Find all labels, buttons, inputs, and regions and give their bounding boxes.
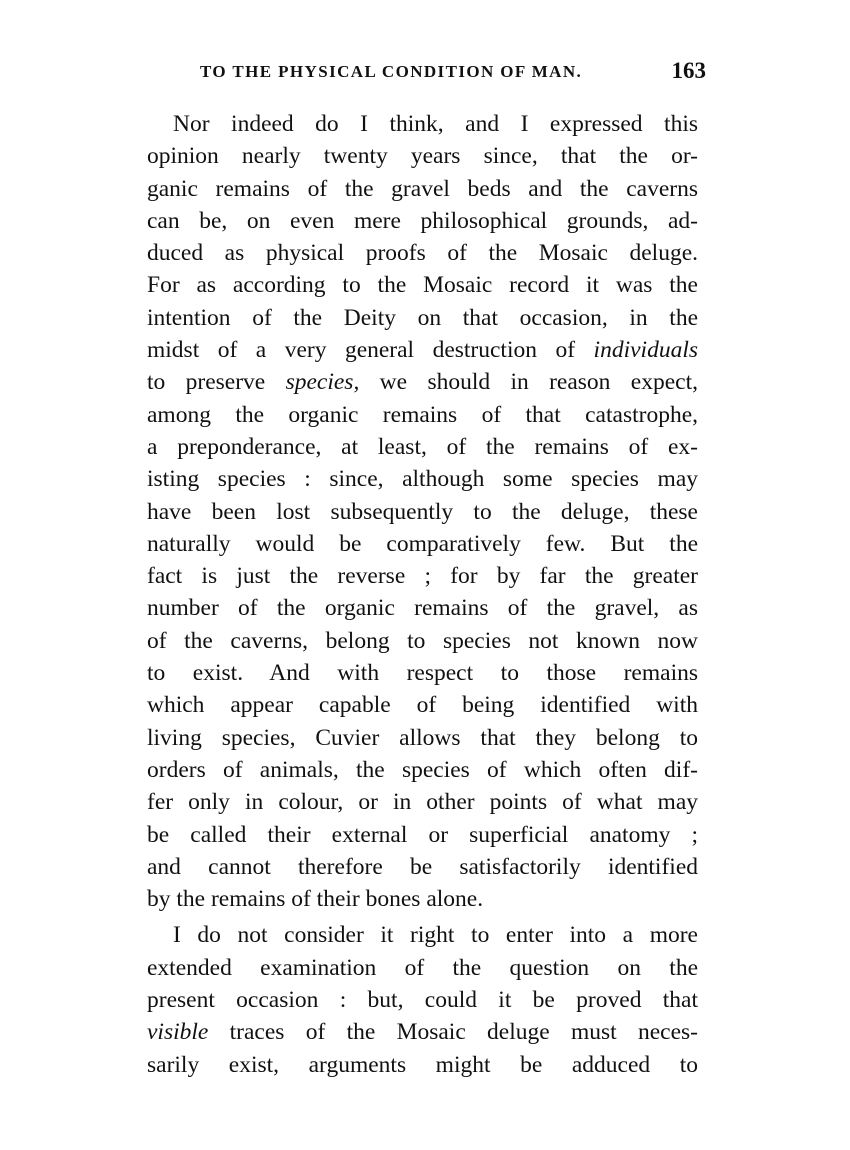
running-title: TO THE PHYSICAL CONDITION OF MAN. xyxy=(200,62,583,81)
text-line xyxy=(147,366,698,398)
text-line: living species, Cuvier allows that they belong to xyxy=(147,724,698,751)
text-run: to preserve xyxy=(147,369,286,396)
page-number: 163 xyxy=(671,58,706,83)
text-run: traces of the Mosaic deluge must neces- xyxy=(208,1019,698,1046)
text-line: can be, on even mere philosophical grounds, ad- xyxy=(147,207,698,234)
text-line: which appear capable of being identified with xyxy=(147,692,698,719)
text-line: a preponderance, at least, of the remains of ex- xyxy=(147,433,698,460)
text-line: For as according to the Mosaic record it was the xyxy=(147,272,698,299)
running-header xyxy=(200,58,710,90)
text-line: sarily exist, arguments might be adduced to xyxy=(147,1051,698,1078)
body-text xyxy=(147,108,698,1081)
text-line: I do not consider it right to enter into a more xyxy=(173,922,698,949)
text-line xyxy=(147,334,698,366)
text-line: opinion nearly twenty years since, that the or- xyxy=(147,143,698,170)
paragraph-2 xyxy=(147,919,698,1080)
text-line: fact is just the reverse ; for by far the greater xyxy=(147,563,698,590)
text-line: isting species : since, although some species may xyxy=(147,466,698,493)
text-line: duced as physical proofs of the Mosaic deluge. xyxy=(147,240,698,267)
paragraph-1 xyxy=(147,108,698,915)
text-run: midst of a very general destruction of xyxy=(147,337,594,364)
text-line: and cannot therefore be satisfactorily identified xyxy=(147,853,698,880)
text-line: be called their external or superficial anatomy ; xyxy=(147,821,698,848)
text-line xyxy=(147,1016,698,1048)
italic-text: individuals xyxy=(593,337,698,364)
text-line: naturally would be comparatively few. But the xyxy=(147,530,698,557)
text-line: by the remains of their bones alone. xyxy=(147,886,484,913)
text-line: of the caverns, belong to species not known now xyxy=(147,627,698,654)
text-line: present occasion : but, could it be proved that xyxy=(147,987,698,1014)
text-line: to exist. And with respect to those remains xyxy=(147,660,698,687)
text-line: have been lost subsequently to the deluge, these xyxy=(147,498,698,525)
text-line: intention of the Deity on that occasion, in the xyxy=(147,304,698,331)
text-line: extended examination of the question on the xyxy=(147,954,698,981)
text-line: Nor indeed do I think, and I expressed this xyxy=(173,111,698,137)
italic-text: species, xyxy=(285,369,360,396)
text-line: orders of animals, the species of which often dif- xyxy=(147,756,698,783)
italic-text: visible xyxy=(147,1019,209,1046)
text-line: among the organic remains of that catastrophe, xyxy=(147,401,698,428)
text-run: we should in reason expect, xyxy=(359,369,698,396)
text-line: ganic remains of the gravel beds and the caverns xyxy=(147,175,698,202)
text-line: number of the organic remains of the gravel, as xyxy=(147,595,698,622)
text-line: fer only in colour, or in other points of what may xyxy=(147,789,698,816)
